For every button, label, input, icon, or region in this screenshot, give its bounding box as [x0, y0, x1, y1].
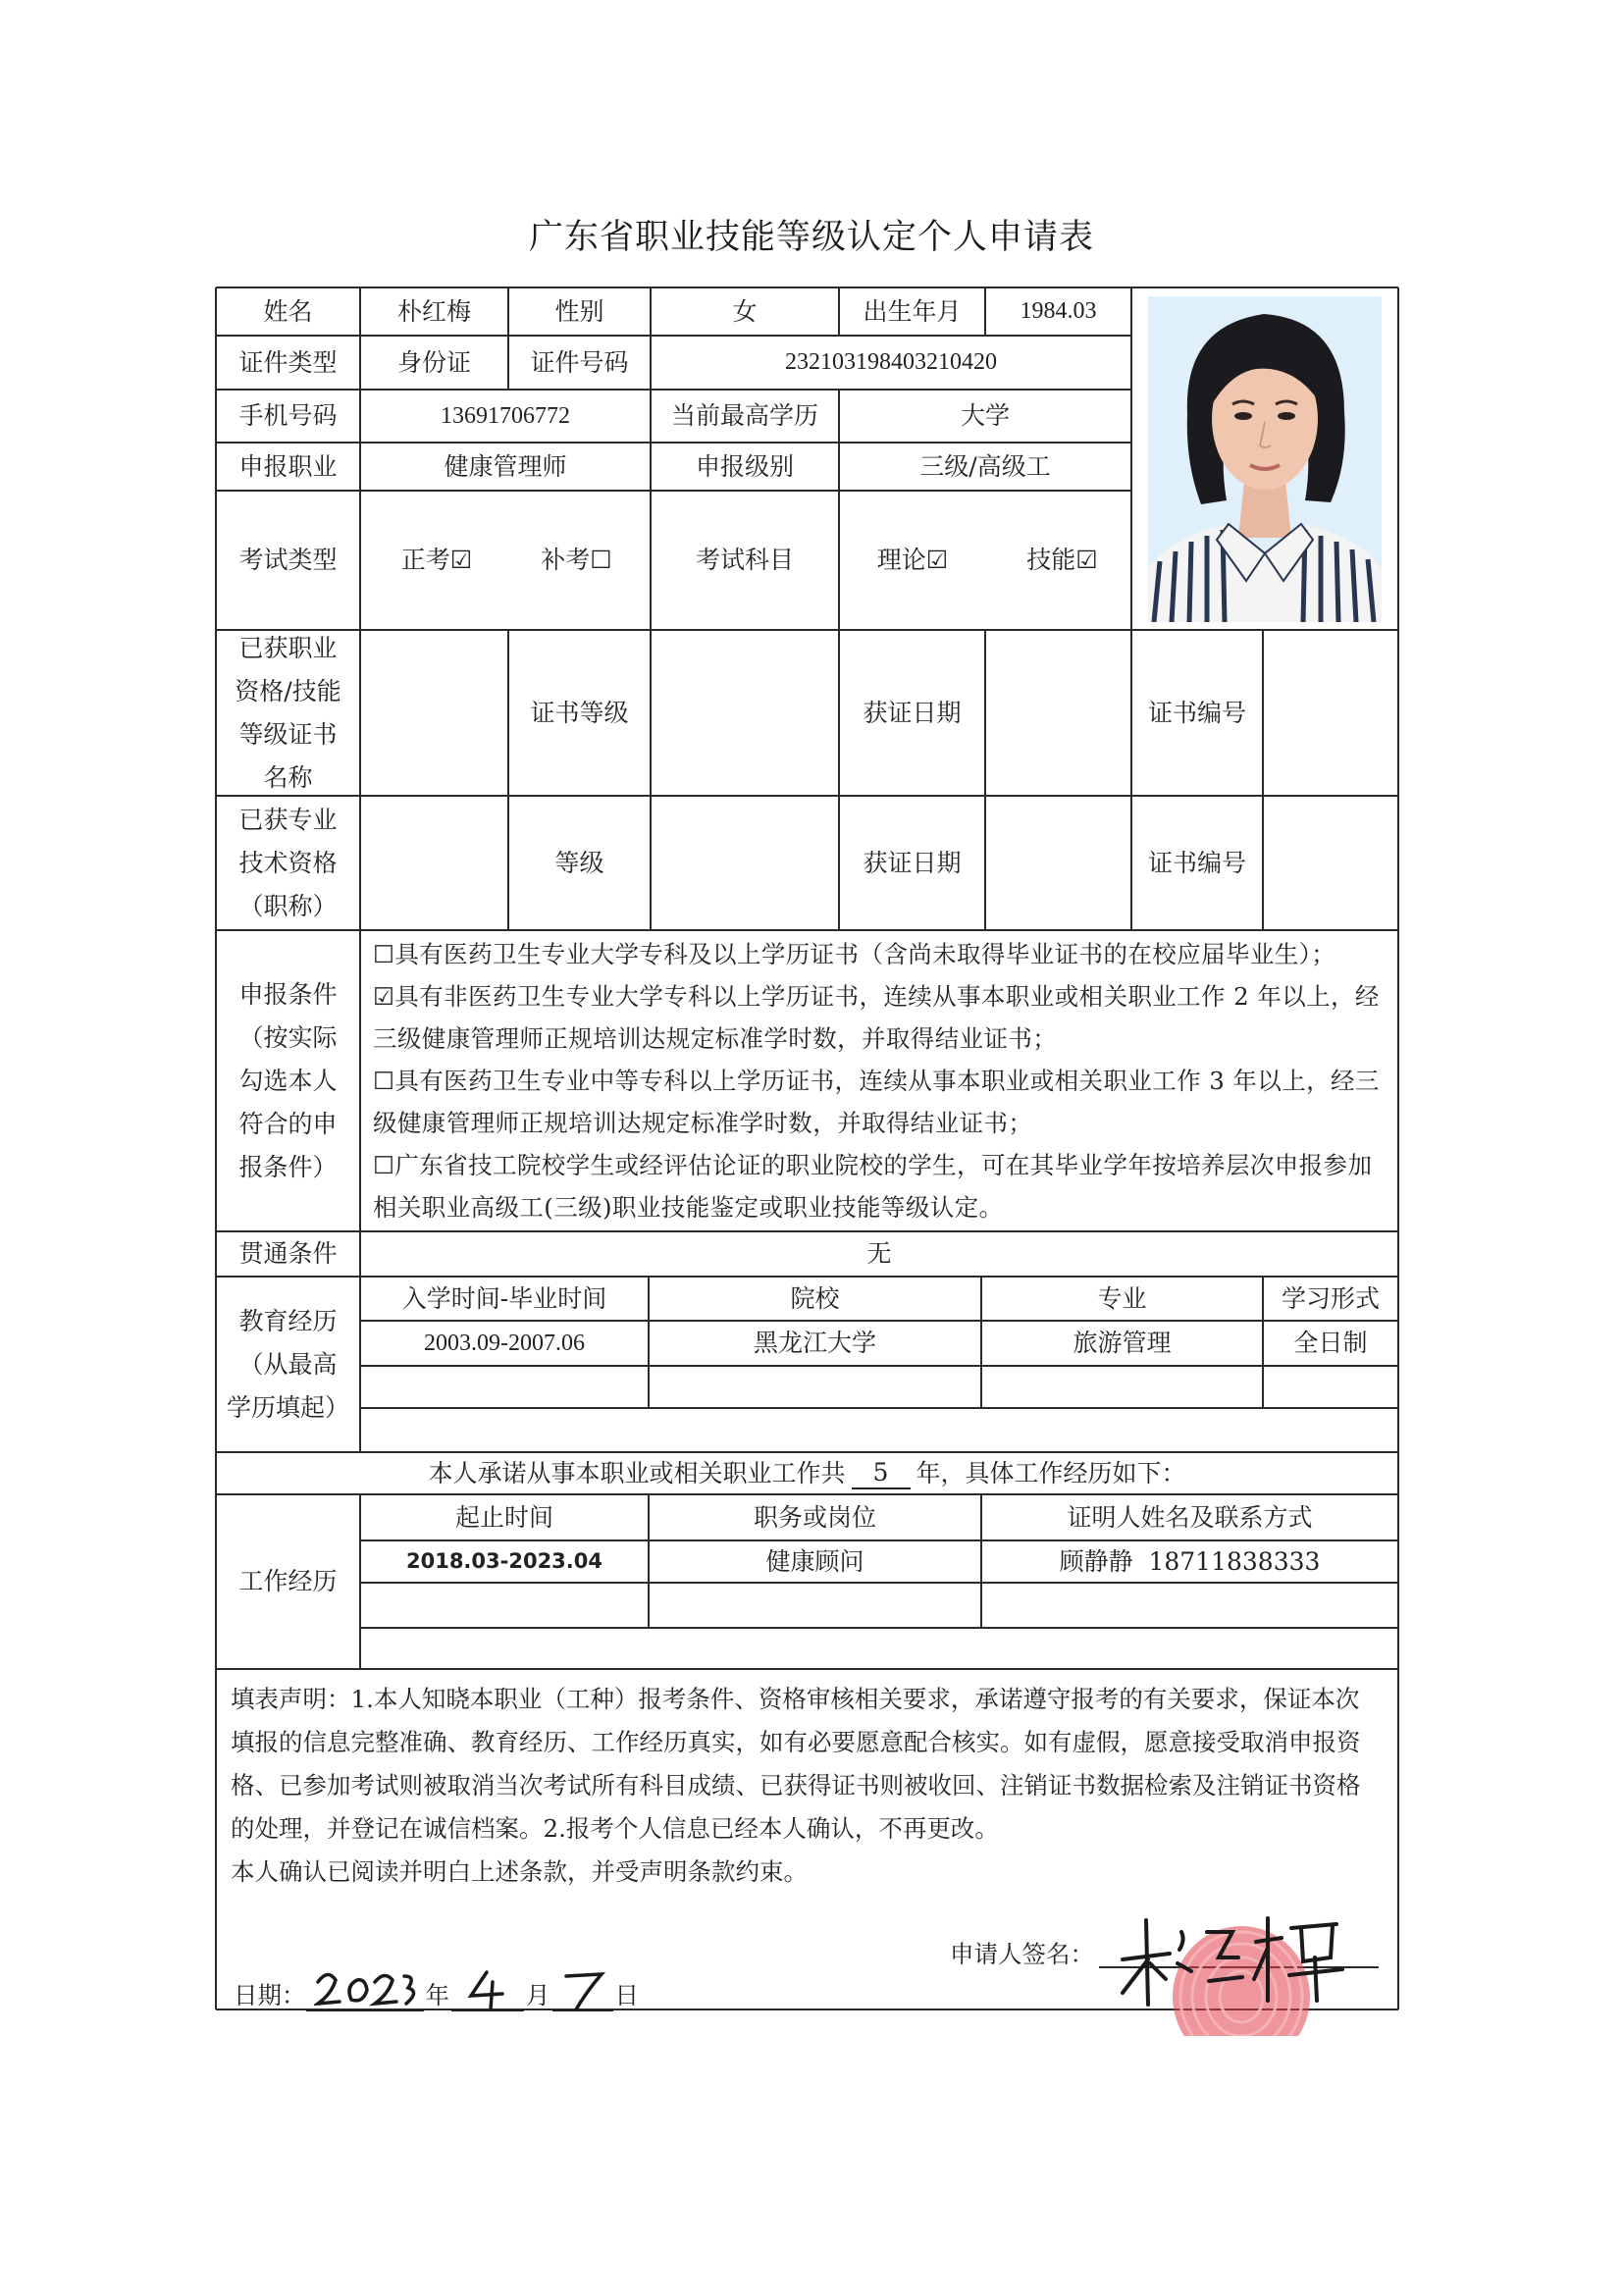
declaration-line: 填表声明：1.本人知晓本职业（工种）报考条件、资格审核相关要求，承诺遵守报考的有关要求，保证本次 — [231, 1685, 1360, 1713]
gender-label: 性别 — [554, 296, 604, 326]
edu-row-mode: 全日制 — [1293, 1329, 1368, 1357]
cert-date-label: 获证日期 — [863, 698, 962, 727]
education-history-label-line: 学历填起） — [226, 1392, 349, 1422]
id-number-value: 232103198403210420 — [785, 349, 997, 376]
vocational-cert-label-line: 名称 — [263, 762, 313, 792]
edu-row-school: 黑龙江大学 — [753, 1329, 876, 1357]
declaration-line: 本人确认已阅读并明白上述条款，并受声明条款约束。 — [231, 1857, 808, 1886]
birth-label: 出生年月 — [863, 296, 962, 326]
vocational-cert-label-line: 等级证书 — [238, 719, 338, 749]
declaration-line: 的处理，并登记在诚信档案。2.报考个人信息已经本人确认，不再更改。 — [231, 1814, 999, 1843]
date-year-handwriting — [314, 1964, 422, 2011]
gender-value: 女 — [732, 296, 758, 326]
through-conditions-value: 无 — [866, 1239, 892, 1268]
commitment-prefix: 本人承诺从事本职业或相关职业工作共 — [428, 1458, 846, 1487]
through-conditions-label: 贯通条件 — [238, 1239, 338, 1268]
work-header-position: 职务或岗位 — [753, 1502, 876, 1532]
date-day-label: 日 — [614, 1981, 639, 2009]
subject-theory-checkbox: 理论☑ — [876, 546, 949, 574]
vocational-cert-label-line: 资格/技能 — [235, 676, 341, 705]
phone-value: 13691706772 — [441, 402, 570, 429]
exam-makeup-checkbox: 补考☐ — [541, 546, 612, 574]
conditions-label-line: 报条件） — [238, 1152, 338, 1181]
condition-line: ☐具有医药卫生专业大学专科及以上学历证书（含尚未取得毕业证书的在校应届毕业生）； — [373, 940, 1336, 968]
condition-line: 三级健康管理师正规培训达规定标准学时数，并取得结业证书； — [373, 1024, 1058, 1053]
education-history-label-line: （从最高 — [238, 1349, 338, 1379]
date-label: 日期： — [234, 1981, 306, 2009]
professional-title-label-line: （职称） — [238, 891, 338, 920]
exam-subject-label: 考试科目 — [695, 546, 794, 574]
professional-title-label — [216, 796, 360, 930]
condition-line: ☑具有非医药卫生专业大学专科以上学历证书，连续从事本职业或相关职业工作 2 年以上，经 — [373, 982, 1380, 1011]
edu-header-school: 院校 — [790, 1283, 840, 1313]
professional-title-label-line: 技术资格 — [238, 848, 338, 877]
id-type-label: 证件类型 — [238, 347, 338, 377]
education-label: 当前最高学历 — [670, 401, 818, 430]
name-label: 姓名 — [263, 296, 313, 326]
date-day-field — [552, 1978, 613, 2011]
form-title: 广东省职业技能等级认定个人申请表 — [528, 218, 1094, 257]
commitment-suffix: 年，具体工作经历如下： — [916, 1458, 1186, 1487]
conditions-label-line: 勾选本人 — [238, 1066, 338, 1095]
phone-label: 手机号码 — [238, 401, 338, 430]
date-month-field — [451, 1978, 524, 2011]
exam-regular-checkbox: 正考☑ — [400, 546, 473, 574]
education-history-label — [216, 1277, 360, 1452]
edu-header-period: 入学时间-毕业时间 — [401, 1283, 607, 1313]
edu-header-mode: 学习形式 — [1281, 1283, 1380, 1313]
edu-row-period: 2003.09-2007.06 — [424, 1330, 585, 1356]
declaration-line: 格、已参加考试则被取消当次考试所有科目成绩、已获得证书则被收回、注销证书数据检索及注销证书资格 — [231, 1771, 1361, 1800]
occupation-value: 健康管理师 — [444, 451, 567, 481]
signature-label: 申请人签名： — [950, 1940, 1094, 1968]
condition-line: ☐具有医药卫生专业中等专科以上学历证书，连续从事本职业或相关职业工作 3 年以上，经三 — [373, 1067, 1380, 1095]
work-row-position: 健康顾问 — [765, 1546, 864, 1576]
professional-title-label-line: 已获专业 — [238, 805, 338, 834]
conditions-label — [216, 930, 360, 1231]
education-value: 大学 — [960, 401, 1010, 430]
work-header-period: 起止时间 — [454, 1502, 553, 1532]
condition-line: ☐广东省技工院校学生或经评估论证的职业院校的学生，可在其毕业学年按培养层次申报参加 — [373, 1151, 1373, 1179]
date-day-handwriting — [562, 1966, 607, 2011]
commitment-line — [216, 1452, 1398, 1494]
professional-date-label: 获证日期 — [863, 848, 962, 877]
occupation-label: 申报职业 — [238, 451, 338, 481]
commitment-years: 5 — [852, 1458, 911, 1489]
work-row-period: 2018.03-2023.04 — [405, 1548, 602, 1573]
work-header-reference: 证明人姓名及联系方式 — [1067, 1502, 1313, 1532]
applicant-photo — [1148, 296, 1382, 622]
condition-line: 相关职业高级工(三级)职业技能鉴定或职业技能等级认定。 — [373, 1193, 1004, 1222]
date-month-label: 月 — [526, 1981, 550, 2009]
date-row — [234, 1977, 639, 2011]
cert-number-label: 证书编号 — [1147, 698, 1246, 727]
vocational-cert-label-line: 已获职业 — [238, 633, 338, 662]
id-number-label: 证件号码 — [530, 347, 629, 377]
edu-row-major: 旅游管理 — [1073, 1329, 1172, 1357]
vocational-cert-label — [216, 630, 360, 796]
portrait-image — [1148, 296, 1382, 622]
exam-type-label: 考试类型 — [238, 546, 338, 574]
date-month-handwriting — [465, 1966, 512, 2011]
name-value: 朴红梅 — [396, 296, 471, 326]
condition-line: 级健康管理师正规培训达规定标准学时数，并取得结业证书； — [373, 1109, 1033, 1137]
subject-skill-checkbox: 技能☑ — [1026, 546, 1098, 574]
conditions-label-line: 申报条件 — [238, 979, 338, 1009]
id-type-value: 身份证 — [396, 347, 471, 377]
conditions-label-line: 符合的申 — [238, 1109, 338, 1138]
education-history-label-line: 教育经历 — [238, 1306, 338, 1335]
grade-label: 等级 — [554, 848, 604, 877]
cert-level-label: 证书等级 — [530, 698, 629, 727]
date-year-field — [306, 1978, 424, 2011]
work-history-label: 工作经历 — [238, 1567, 338, 1595]
work-row-reference: 顾静静 18711838333 — [1059, 1546, 1321, 1576]
professional-number-label: 证书编号 — [1147, 848, 1246, 877]
level-label: 申报级别 — [695, 451, 794, 481]
edu-header-major: 专业 — [1097, 1283, 1147, 1313]
level-value: 三级/高级工 — [919, 451, 1051, 481]
date-year-label: 年 — [425, 1981, 449, 2009]
conditions-label-line: （按实际 — [238, 1022, 338, 1052]
signature-handwriting — [1109, 1899, 1374, 2036]
birth-value: 1984.03 — [1020, 298, 1097, 325]
declaration-line: 填报的信息完整准确、教育经历、工作经历真实，如有必要愿意配合核实。如有虚假，愿意接受取消申报资 — [231, 1728, 1361, 1756]
